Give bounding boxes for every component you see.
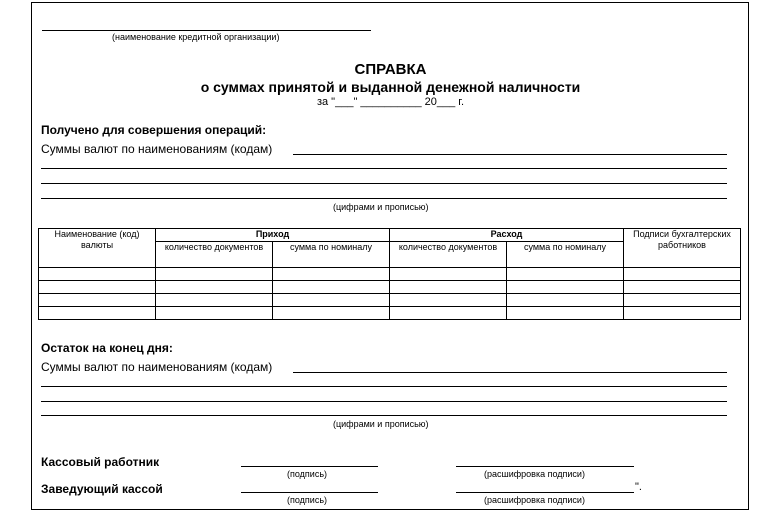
received-sums-line-2 (41, 168, 727, 169)
header-currency: Наименование (код) валюты (39, 229, 156, 268)
head-decoding-line (456, 492, 634, 493)
head-decoding-caption: (расшифровка подписи) (484, 495, 585, 505)
document-title: СПРАВКА (354, 61, 427, 78)
header-expense-count: количество документов (390, 242, 507, 268)
received-caption: (цифрами и прописью) (333, 202, 429, 212)
cashier-decoding-line (456, 466, 634, 467)
header-expense-sum: сумма по номиналу (507, 242, 624, 268)
balance-sums-line-4 (41, 415, 727, 416)
balance-sums-label: Суммы валют по наименованиям (кодам) (41, 360, 273, 374)
cashier-label: Кассовый работник (41, 455, 160, 469)
header-income-count: количество документов (156, 242, 273, 268)
received-heading: Получено для совершения операций: (41, 123, 267, 137)
table-row (39, 268, 781, 281)
head-cashier-label: Заведующий кассой (41, 482, 163, 496)
cashier-signature-caption: (подпись) (287, 469, 328, 479)
table-row (39, 294, 781, 307)
balance-sums-line-2 (41, 386, 727, 387)
cashier-decoding-caption: (расшифровка подписи) (484, 469, 585, 479)
header-income: Приход (156, 229, 390, 242)
cashier-signature-line (241, 466, 378, 467)
balance-heading: Остаток на конец дня: (41, 341, 173, 355)
received-sums-line-1 (293, 154, 727, 155)
balance-sums-line-3 (41, 401, 727, 402)
head-signature-line (241, 492, 378, 493)
org-name-line (42, 30, 371, 31)
closing-mark: ". (635, 481, 642, 493)
header-expense: Расход (390, 229, 624, 242)
header-income-sum: сумма по номиналу (273, 242, 390, 268)
table-row (39, 281, 781, 294)
balance-caption: (цифрами и прописью) (333, 419, 429, 429)
date-line: за "___" __________ 20___ г. (316, 96, 465, 108)
received-sums-line-3 (41, 183, 727, 184)
table-row (39, 307, 781, 320)
received-sums-line-4 (41, 198, 727, 199)
cash-table (38, 228, 781, 320)
document-subtitle: о суммах принятой и выданной денежной наличности (200, 79, 581, 95)
received-sums-label: Суммы валют по наименованиям (кодам) (41, 142, 273, 156)
org-name-caption: (наименование кредитной организации) (112, 32, 280, 42)
head-signature-caption: (подпись) (287, 495, 328, 505)
header-signatures: Подписи бухгалтерских работников (624, 229, 741, 268)
balance-sums-line-1 (293, 372, 727, 373)
